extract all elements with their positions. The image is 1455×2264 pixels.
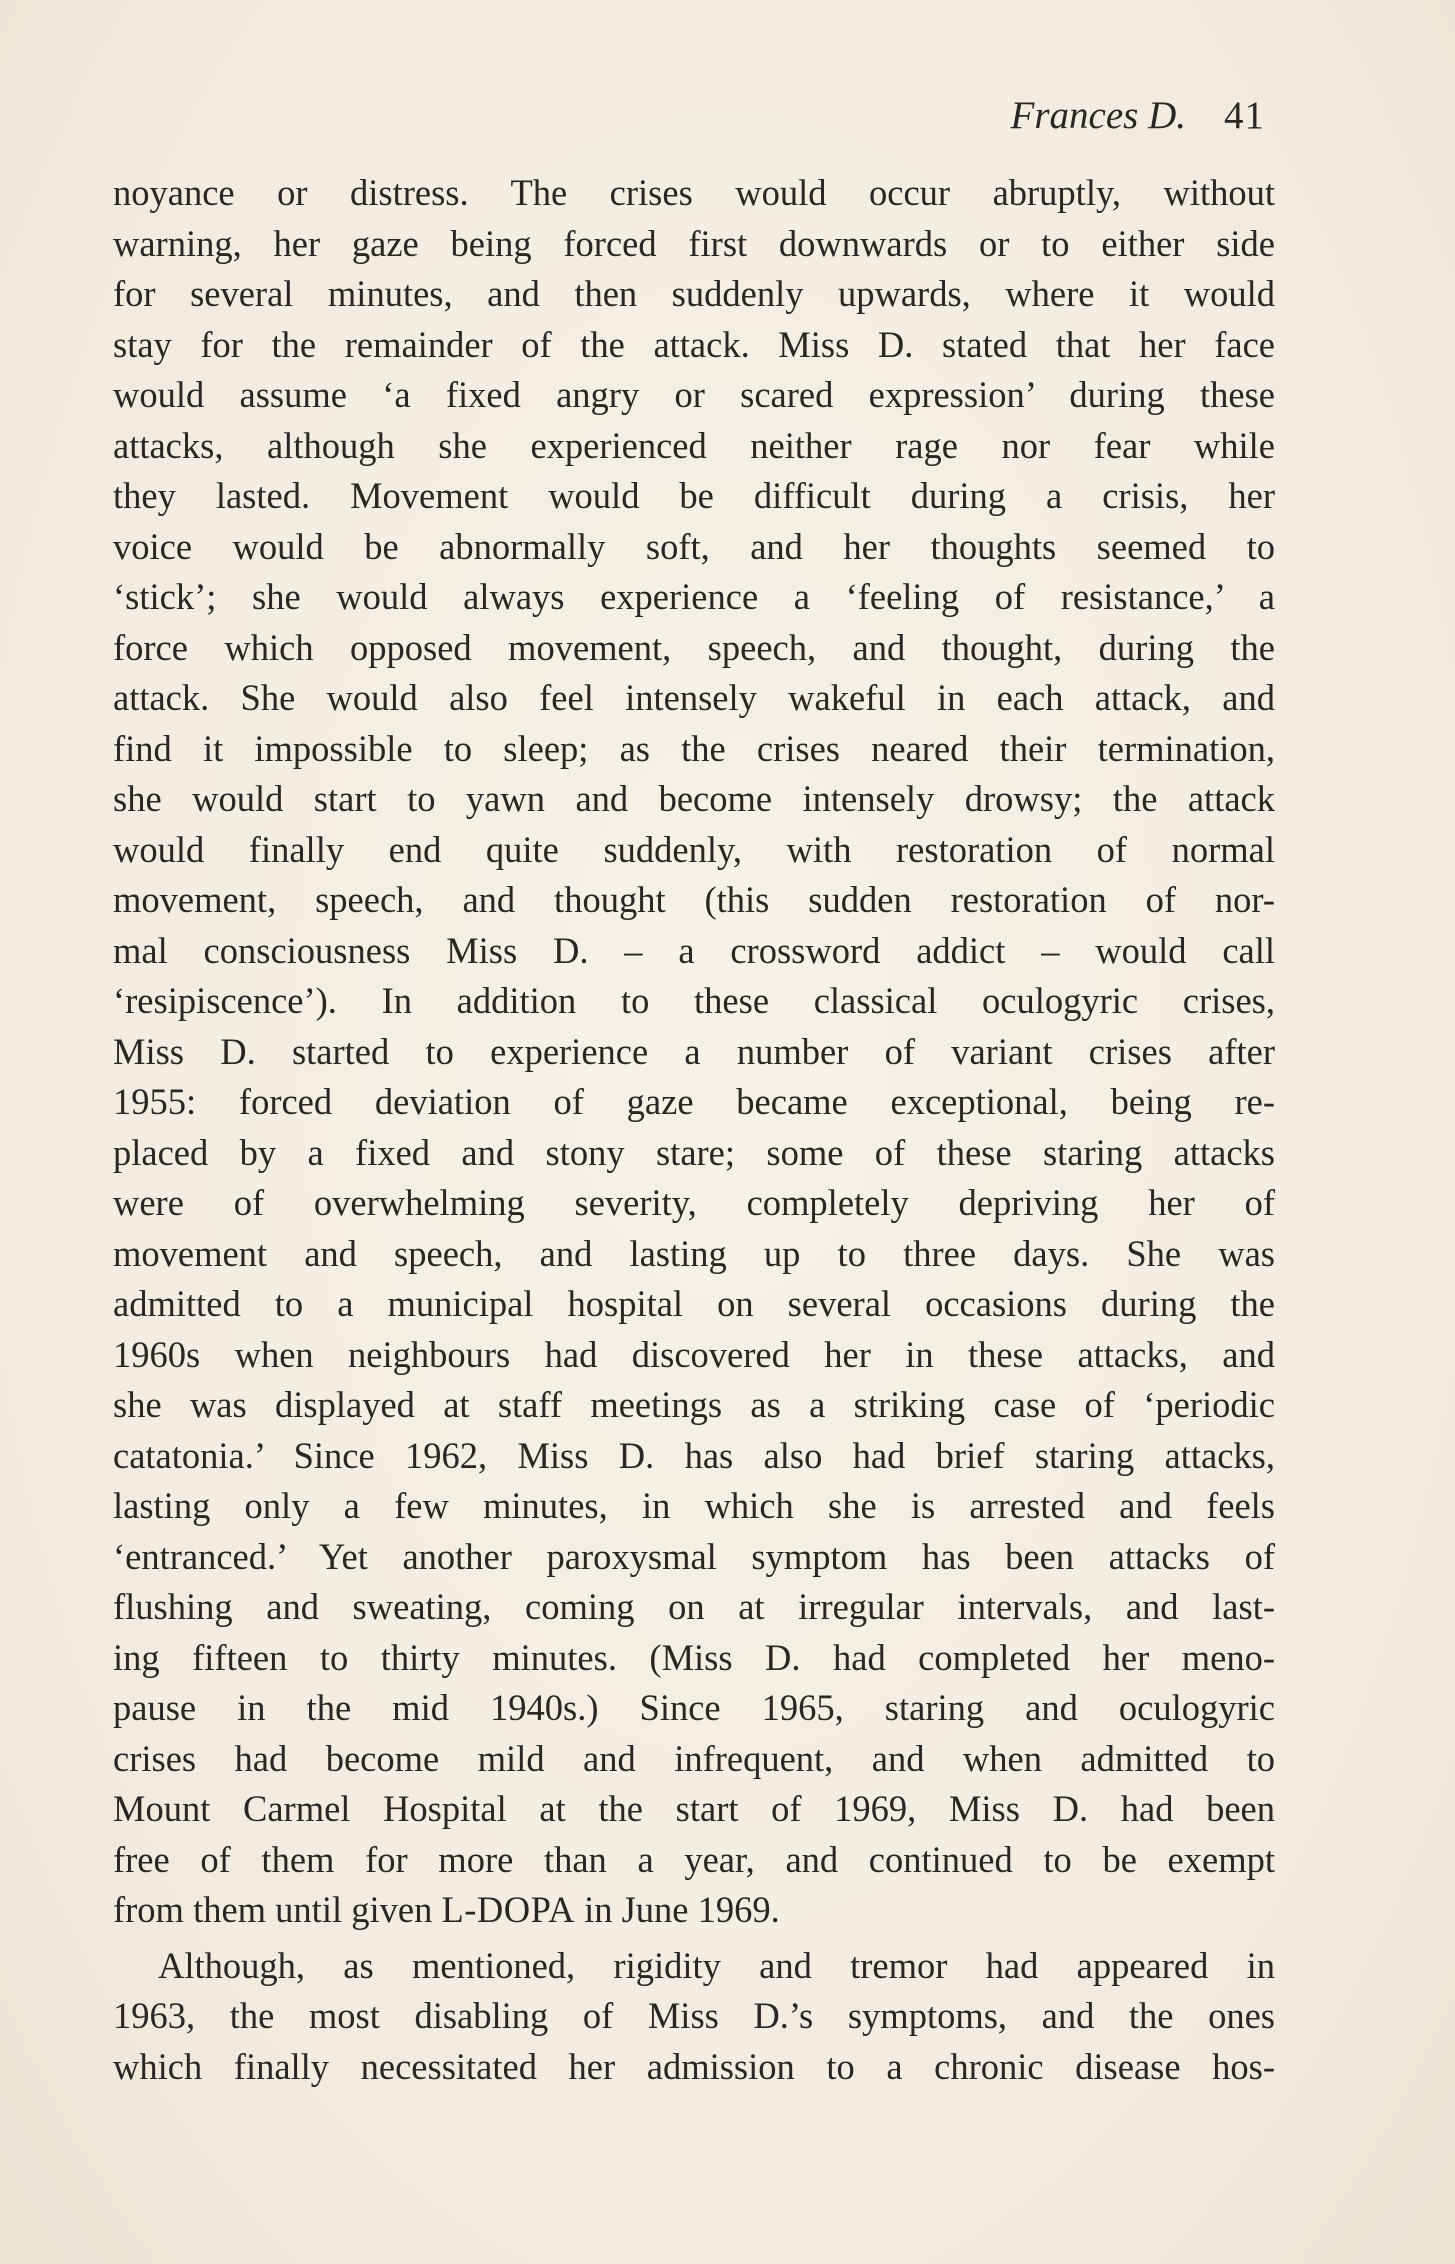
text-line: Mount Carmel Hospital at the start of 1969, Miss D. had been	[113, 1788, 1275, 1829]
text-line: movement and speech, and lasting up to three days. She was	[113, 1232, 1275, 1274]
text-line: ‘stick’; she would always experience a ‘feeling of resistance,’ a	[113, 576, 1275, 617]
text-line: Miss D. started to experience a number of variant crises after	[113, 1030, 1275, 1072]
text-line-first: Although, as mentioned, rigidity and tremor had appeared in	[158, 1944, 1275, 1986]
text-line: admitted to a municipal hospital on several occasions during the	[113, 1283, 1275, 1324]
text-line: noyance or distress. The crises would occur abruptly, without	[113, 172, 1275, 213]
text-line: attacks, although she experienced neither rage nor fear while	[113, 424, 1275, 466]
last-line-before: from them until given	[113, 1889, 442, 1930]
text-line-last	[113, 1885, 1275, 1936]
text-line: would finally end quite suddenly, with restoration of normal	[113, 828, 1275, 870]
text-line: ing fifteen to thirty minutes. (Miss D. had completed her meno-	[113, 1636, 1275, 1678]
running-head	[1011, 92, 1265, 140]
text-line: 1955: forced deviation of gaze became exceptional, being re-	[113, 1081, 1275, 1122]
paragraph-2	[113, 1941, 1275, 2093]
paragraph-1	[113, 168, 1275, 1936]
text-line: stay for the remainder of the attack. Miss D. stated that her face	[113, 323, 1275, 365]
text-line: for several minutes, and then suddenly upwards, where it would	[113, 273, 1275, 314]
text-line: attack. She would also feel intensely wakeful in each attack, and	[113, 677, 1275, 718]
text-line: mal consciousness Miss D. – a crossword addict – would call	[113, 929, 1275, 971]
running-title: Frances D.	[1010, 94, 1186, 137]
text-line: she would start to yawn and become intensely drowsy; the attack	[113, 778, 1275, 819]
text-line: warning, her gaze being forced first downwards or to either side	[113, 222, 1275, 264]
text-line: find it impossible to sleep; as the crises neared their termination,	[113, 727, 1275, 769]
text-line: ‘entranced.’ Yet another paroxysmal symptom has been attacks of	[113, 1535, 1275, 1577]
text-line: lasting only a few minutes, in which she is arrested and feels	[113, 1485, 1275, 1526]
text-line: force which opposed movement, speech, and thought, during the	[113, 626, 1275, 668]
text-line: crises had become mild and infrequent, and when admitted to	[113, 1737, 1275, 1779]
body-text	[113, 168, 1275, 2092]
text-line: 1960s when neighbours had discovered her in these attacks, and	[113, 1333, 1275, 1375]
last-line-after: in June 1969.	[574, 1889, 780, 1930]
text-line: pause in the mid 1940s.) Since 1965, staring and oculogyric	[113, 1687, 1275, 1728]
text-line: free of them for more than a year, and continued to be exempt	[113, 1838, 1275, 1880]
text-line: which finally necessitated her admission to a chronic disease hos-	[113, 2045, 1275, 2087]
text-line: catatonia.’ Since 1962, Miss D. has also had brief staring attacks,	[113, 1434, 1275, 1476]
text-line: voice would be abnormally soft, and her thoughts seemed to	[113, 525, 1275, 567]
text-line: she was displayed at staff meetings as a striking case of ‘periodic	[113, 1384, 1275, 1425]
drug-name: L-DOPA	[441, 1889, 575, 1930]
text-line: they lasted. Movement would be difficult during a crisis, her	[113, 475, 1275, 516]
text-line: would assume ‘a fixed angry or scared expression’ during these	[113, 374, 1275, 415]
text-line: were of overwhelming severity, completely depriving her of	[113, 1182, 1275, 1223]
page-number: 41	[1224, 94, 1265, 137]
text-line: ‘resipiscence’). In addition to these classical oculogyric crises,	[113, 980, 1275, 1021]
text-line: placed by a fixed and stony stare; some of these staring attacks	[113, 1131, 1275, 1173]
text-line: movement, speech, and thought (this sudden restoration of nor-	[113, 879, 1275, 920]
text-line: flushing and sweating, coming on at irregular intervals, and last-	[113, 1586, 1275, 1627]
text-line: 1963, the most disabling of Miss D.’s symptoms, and the ones	[113, 1995, 1275, 2036]
